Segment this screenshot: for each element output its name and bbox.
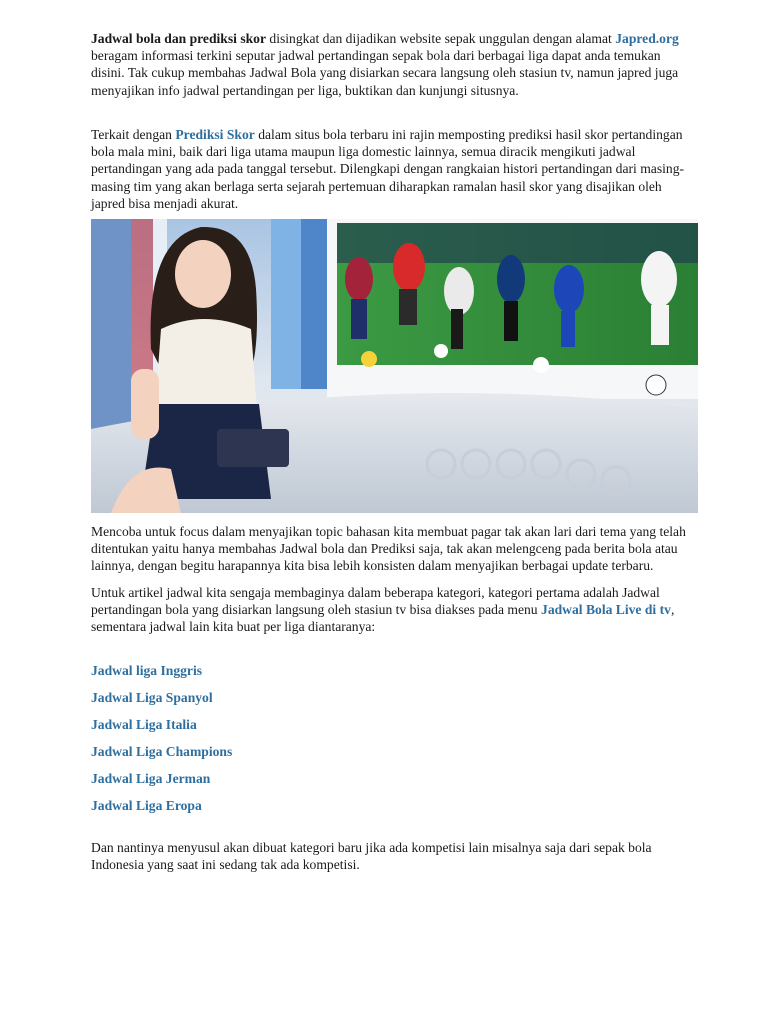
league-link-jerman[interactable]: Jadwal Liga Jerman (91, 771, 211, 786)
japred-link[interactable]: Japred.org (615, 31, 679, 46)
league-link-spanyol[interactable]: Jadwal Liga Spanyol (91, 690, 213, 705)
prediksi-skor-link[interactable]: Prediksi Skor (175, 127, 255, 142)
focus-paragraph: Mencoba untuk focus dalam menyajikan topic bahasan kita membuat pagar tak akan lari dari tema yang telah ditentukan yaitu hanya membahas Jadwal bola dan Prediksi saja, tak akan melengceng pada berita bola atau lainnya, dengan begitu harapannya kita bisa lebih konsisten dalam menyajikan berbagai update terbaru. (91, 524, 686, 574)
intro-text: disingkat dan dijadikan website sepak unggulan dengan alamat (266, 31, 616, 46)
para4-before: Untuk artikel jadwal kita sengaja membaginya dalam beberapa kategori, kategori pertama adalah Jadwal pertandingan bola yang disiarkan langsung oleh stasiun tv bisa diakses pada menu (91, 584, 660, 617)
para2-before: Terkait dengan (91, 127, 176, 142)
intro-lead: Jadwal bola dan prediksi skor (91, 31, 267, 46)
category-paragraph (91, 584, 691, 636)
league-link-champions[interactable]: Jadwal Liga Champions (91, 744, 233, 759)
closing-paragraph: Dan nantinya menyusul akan dibuat kategori baru jika ada kompetisi lain misalnya saja dari sepak bola Indonesia yang saat ini sedang tak ada kompetisi. (91, 840, 652, 873)
para2-after: dalam situs bola terbaru ini rajin memposting prediksi hasil skor pertandingan bola mala mini, baik dari liga utama maupun liga domestic lainnya, semua diracik mengikuti jadwal pertandingan yang ada pada tanggal tersebut. Dilengkapi dengan rangkaian histori pertandingan dari masing-masing tim yang akan berlaga serta sejarah pertemuan diharapkan ramalan hasil skor yang disajikan oleh japred bisa menjadi akurat. (91, 127, 685, 211)
intro-text-2: beragam informasi terkini seputar jadwal pertandingan sepak bola dari berbagai liga dapat anda temukan disini. Tak cukup membahas Jadwal Bola yang disiarkan secara langsung oleh stasiun tv, namun japred juga menyajikan info jadwal pertandingan per liga, buktikan dan kunjungi situsnya. (91, 48, 679, 98)
prediction-paragraph (91, 126, 691, 212)
article-bottom (91, 839, 691, 873)
article-top (91, 30, 691, 212)
league-link-inggris[interactable]: Jadwal liga Inggris (91, 663, 203, 678)
league-link-list (91, 662, 232, 824)
league-link-italia[interactable]: Jadwal Liga Italia (91, 717, 197, 732)
studio-photo (91, 219, 698, 513)
studio-illustration (91, 219, 698, 513)
article-middle (91, 523, 691, 644)
intro-paragraph (91, 30, 691, 118)
para4-after: , sementara jadwal lain kita buat per liga diantaranya: (91, 601, 675, 635)
league-link-eropa[interactable]: Jadwal Liga Eropa (91, 798, 202, 813)
jadwal-bola-live-link[interactable]: Jadwal Bola Live di tv (541, 601, 671, 617)
